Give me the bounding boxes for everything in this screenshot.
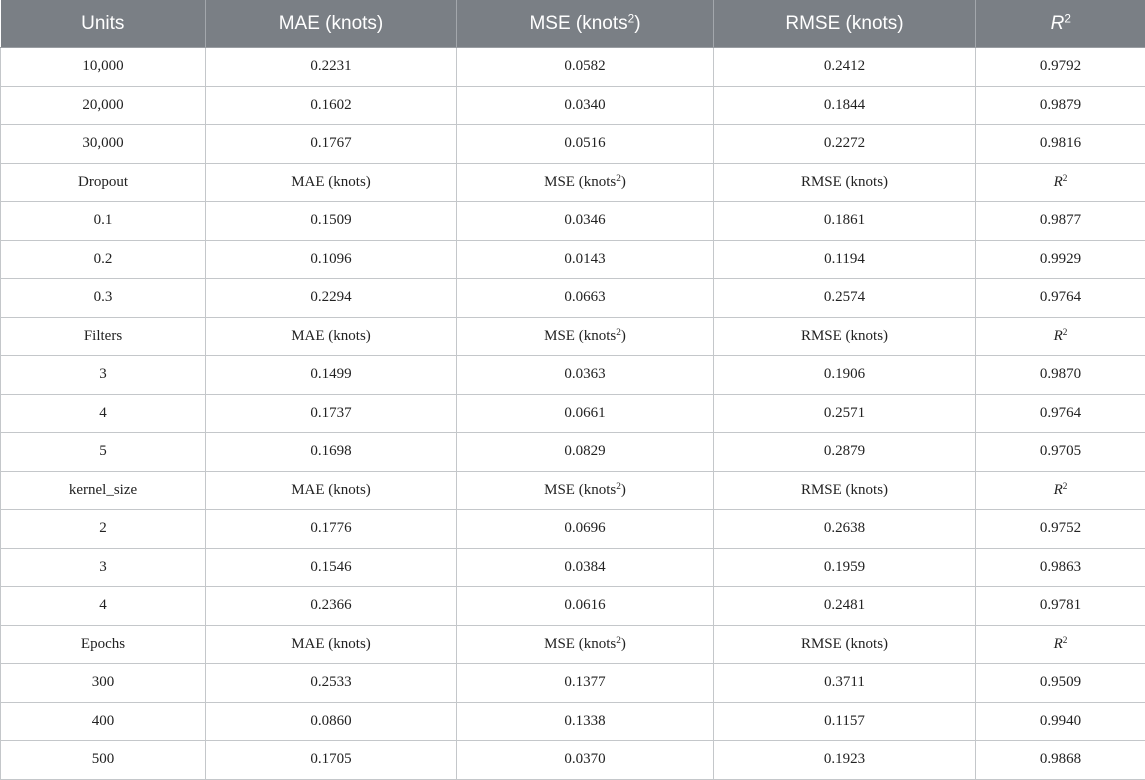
header-mse	[457, 0, 714, 48]
col-label-rmse: RMSE (knots)	[714, 471, 976, 510]
param-value: 2	[1, 510, 206, 549]
table-row	[1, 702, 1145, 741]
rmse-value: 0.2481	[714, 587, 976, 626]
r2-value: 0.9870	[976, 356, 1145, 395]
table-row	[1, 548, 1145, 587]
col-label-r2-sup: 2	[1062, 481, 1068, 492]
table-row	[1, 125, 1145, 164]
col-label-r2-r: R	[1053, 635, 1063, 652]
r2-value: 0.9764	[976, 279, 1145, 318]
param-value: 20,000	[1, 86, 206, 125]
header-mse-sup: 2	[627, 12, 635, 26]
col-label-r2	[976, 471, 1145, 510]
group-name: Filters	[1, 317, 206, 356]
r2-value: 0.9816	[976, 125, 1145, 164]
header-units: Units	[1, 0, 206, 48]
col-label-mae: MAE (knots)	[206, 625, 457, 664]
group-name: Epochs	[1, 625, 206, 664]
rmse-value: 0.2879	[714, 433, 976, 472]
header-row	[1, 0, 1145, 48]
mae-value: 0.2533	[206, 664, 457, 703]
mse-value: 0.0384	[457, 548, 714, 587]
col-label-r2-sup: 2	[1062, 173, 1068, 184]
mse-value: 0.0363	[457, 356, 714, 395]
rmse-value: 0.1194	[714, 240, 976, 279]
col-label-r2-r: R	[1053, 481, 1063, 498]
header-mae: MAE (knots)	[206, 0, 457, 48]
mse-value: 0.0661	[457, 394, 714, 433]
param-value: 0.3	[1, 279, 206, 318]
col-label-r2-sup: 2	[1062, 327, 1068, 338]
param-value: 3	[1, 548, 206, 587]
col-label-mse-close: )	[620, 173, 626, 190]
rmse-value: 0.2574	[714, 279, 976, 318]
col-label-r2	[976, 625, 1145, 664]
mse-value: 0.0370	[457, 741, 714, 780]
rmse-value: 0.1157	[714, 702, 976, 741]
col-label-mse-text: MSE (knots	[544, 635, 617, 652]
table-row	[1, 86, 1145, 125]
col-label-rmse: RMSE (knots)	[714, 317, 976, 356]
param-value: 500	[1, 741, 206, 780]
mae-value: 0.1509	[206, 202, 457, 241]
mse-value: 0.0696	[457, 510, 714, 549]
r2-value: 0.9863	[976, 548, 1145, 587]
header-mse-close: )	[634, 12, 641, 34]
rmse-value: 0.2571	[714, 394, 976, 433]
col-label-mse-sup: 2	[616, 173, 621, 184]
group-header-row	[1, 163, 1145, 202]
mse-value: 0.1377	[457, 664, 714, 703]
param-value: 10,000	[1, 48, 206, 87]
r2-value: 0.9929	[976, 240, 1145, 279]
mae-value: 0.1737	[206, 394, 457, 433]
col-label-mse-text: MSE (knots	[544, 327, 617, 344]
r2-value: 0.9877	[976, 202, 1145, 241]
col-label-r2	[976, 317, 1145, 356]
table-header	[1, 0, 1145, 48]
col-label-mse	[457, 317, 714, 356]
mae-value: 0.2231	[206, 48, 457, 87]
rmse-value: 0.2272	[714, 125, 976, 164]
col-label-mse	[457, 471, 714, 510]
col-label-r2-r: R	[1053, 327, 1063, 344]
col-label-mse	[457, 163, 714, 202]
mae-value: 0.1767	[206, 125, 457, 164]
mae-value: 0.1096	[206, 240, 457, 279]
table-row	[1, 356, 1145, 395]
table-row	[1, 510, 1145, 549]
mse-value: 0.0663	[457, 279, 714, 318]
col-label-mse-text: MSE (knots	[544, 481, 617, 498]
table-row	[1, 240, 1145, 279]
col-label-mse-sup: 2	[616, 635, 621, 646]
rmse-value: 0.1861	[714, 202, 976, 241]
header-r2	[976, 0, 1145, 48]
group-header-row	[1, 317, 1145, 356]
mse-value: 0.0340	[457, 86, 714, 125]
table-body	[1, 48, 1145, 780]
param-value: 5	[1, 433, 206, 472]
rmse-value: 0.2638	[714, 510, 976, 549]
mae-value: 0.2366	[206, 587, 457, 626]
mae-value: 0.1705	[206, 741, 457, 780]
col-label-r2-r: R	[1053, 173, 1063, 190]
col-label-mse-sup: 2	[616, 481, 621, 492]
header-mse-text: MSE (knots	[529, 12, 628, 34]
mae-value: 0.0860	[206, 702, 457, 741]
r2-value: 0.9781	[976, 587, 1145, 626]
table-row	[1, 741, 1145, 780]
table-row	[1, 48, 1145, 87]
mse-value: 0.0516	[457, 125, 714, 164]
rmse-value: 0.1923	[714, 741, 976, 780]
mse-value: 0.0616	[457, 587, 714, 626]
r2-value: 0.9705	[976, 433, 1145, 472]
r2-value: 0.9940	[976, 702, 1145, 741]
mae-value: 0.1499	[206, 356, 457, 395]
table-row	[1, 394, 1145, 433]
mse-value: 0.0829	[457, 433, 714, 472]
table-row	[1, 587, 1145, 626]
mse-value: 0.0143	[457, 240, 714, 279]
mse-value: 0.0582	[457, 48, 714, 87]
r2-value: 0.9868	[976, 741, 1145, 780]
col-label-mae: MAE (knots)	[206, 163, 457, 202]
col-label-mse-text: MSE (knots	[544, 173, 617, 190]
rmse-value: 0.2412	[714, 48, 976, 87]
param-value: 3	[1, 356, 206, 395]
r2-value: 0.9792	[976, 48, 1145, 87]
group-name: Dropout	[1, 163, 206, 202]
group-header-row	[1, 625, 1145, 664]
table-row	[1, 664, 1145, 703]
col-label-rmse: RMSE (knots)	[714, 163, 976, 202]
table-row	[1, 433, 1145, 472]
param-value: 4	[1, 394, 206, 433]
col-label-mae: MAE (knots)	[206, 317, 457, 356]
rmse-value: 0.1906	[714, 356, 976, 395]
param-value: 0.1	[1, 202, 206, 241]
table-row	[1, 202, 1145, 241]
param-value: 30,000	[1, 125, 206, 164]
param-value: 400	[1, 702, 206, 741]
rmse-value: 0.1844	[714, 86, 976, 125]
mse-value: 0.1338	[457, 702, 714, 741]
col-label-mse-close: )	[620, 635, 626, 652]
header-r2-sup: 2	[1064, 12, 1071, 26]
mae-value: 0.1776	[206, 510, 457, 549]
table-row	[1, 279, 1145, 318]
mae-value: 0.1698	[206, 433, 457, 472]
col-label-mse-close: )	[620, 327, 626, 344]
mae-value: 0.1602	[206, 86, 457, 125]
col-label-rmse: RMSE (knots)	[714, 625, 976, 664]
header-r2-r: R	[1050, 12, 1065, 34]
rmse-value: 0.1959	[714, 548, 976, 587]
r2-value: 0.9764	[976, 394, 1145, 433]
group-header-row	[1, 471, 1145, 510]
col-label-mse-close: )	[620, 481, 626, 498]
rmse-value: 0.3711	[714, 664, 976, 703]
header-rmse: RMSE (knots)	[714, 0, 976, 48]
mse-value: 0.0346	[457, 202, 714, 241]
param-value: 300	[1, 664, 206, 703]
col-label-mse-sup: 2	[616, 327, 621, 338]
col-label-r2-sup: 2	[1062, 635, 1068, 646]
col-label-r2	[976, 163, 1145, 202]
param-value: 0.2	[1, 240, 206, 279]
mae-value: 0.1546	[206, 548, 457, 587]
group-name: kernel_size	[1, 471, 206, 510]
param-value: 4	[1, 587, 206, 626]
col-label-mae: MAE (knots)	[206, 471, 457, 510]
r2-value: 0.9509	[976, 664, 1145, 703]
r2-value: 0.9879	[976, 86, 1145, 125]
col-label-mse	[457, 625, 714, 664]
r2-value: 0.9752	[976, 510, 1145, 549]
mae-value: 0.2294	[206, 279, 457, 318]
